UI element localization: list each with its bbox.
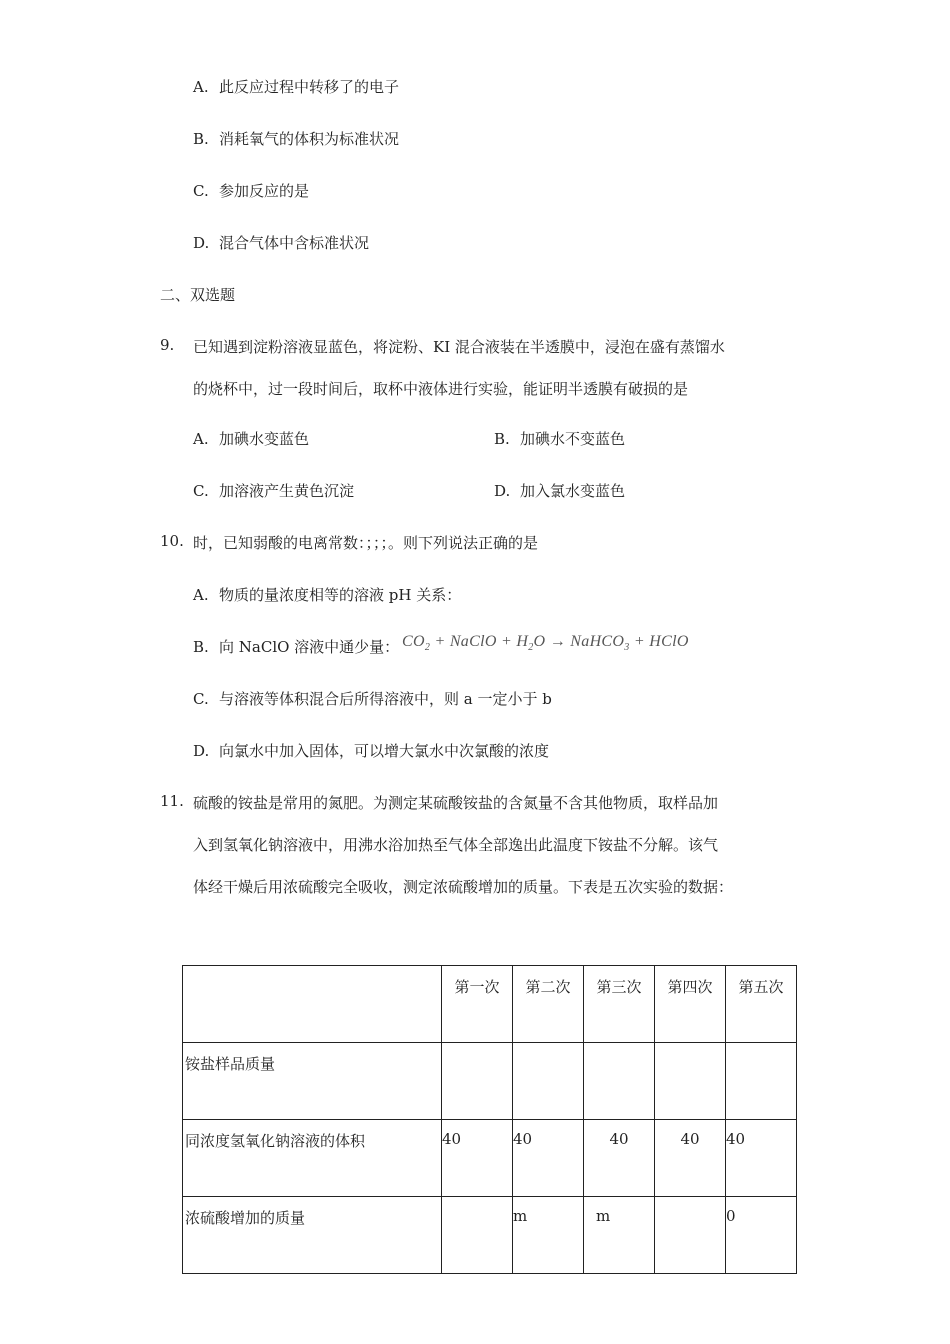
eq-part: + HClO — [629, 633, 689, 650]
option-text: 物质的量浓度相等的溶液 pH 关系： — [219, 586, 462, 604]
table-row — [183, 1120, 797, 1197]
table-cell — [726, 1043, 797, 1120]
option-text: 加溶液产生黄色沉淀 — [219, 482, 355, 500]
table-cell: 40 — [726, 1120, 797, 1197]
q8-option-b — [193, 128, 399, 149]
table-header-row — [183, 966, 797, 1043]
table-cell: 40 — [442, 1120, 513, 1197]
table-row — [183, 1197, 797, 1274]
option-text: 参加反应的是 — [219, 182, 310, 200]
table-row — [183, 1043, 797, 1120]
table-cell: 40 — [584, 1120, 655, 1197]
option-letter: C. — [193, 690, 209, 708]
table-row-label: 浓硫酸增加的质量 — [183, 1197, 442, 1274]
experiment-data-table — [182, 965, 797, 1274]
q8-option-c — [193, 180, 309, 201]
option-text: 加碘水变蓝色 — [219, 430, 310, 448]
table-cell: m — [584, 1197, 655, 1274]
q10-number: 10. — [160, 532, 184, 550]
option-letter: B. — [494, 430, 510, 448]
table-header-cell: 第五次 — [726, 966, 797, 1043]
eq-part: + NaClO + H — [430, 633, 529, 650]
q10-option-b — [193, 636, 399, 657]
option-letter: D. — [193, 742, 210, 760]
table-cell — [655, 1043, 726, 1120]
option-letter: B. — [193, 130, 209, 148]
table-cell: 40 — [655, 1120, 726, 1197]
option-text: 消耗氧气的体积为标准状况 — [219, 130, 400, 148]
option-letter: A. — [193, 78, 209, 96]
q9-stem-line2: 的烧杯中，过一段时间后，取杯中液体进行实验，能证明半透膜有破损的是 — [193, 380, 689, 398]
option-letter: C. — [193, 182, 209, 200]
q9-option-b — [494, 428, 625, 449]
table-cell — [442, 1197, 513, 1274]
q9-stem-line1: 已知遇到淀粉溶液显蓝色，将淀粉、KI 混合液装在半透膜中，浸泡在盛有蒸馏水 — [193, 338, 725, 356]
q11-stem-line3: 体经干燥后用浓硫酸完全吸收，测定浓硫酸增加的质量。下表是五次实验的数据： — [193, 878, 734, 896]
q10-option-a — [193, 584, 461, 605]
table-cell — [655, 1197, 726, 1274]
option-letter: A. — [193, 430, 209, 448]
table-row-label: 铵盐样品质量 — [183, 1043, 442, 1120]
option-letter: B. — [193, 638, 209, 656]
q8-option-a — [193, 76, 399, 97]
q9-option-c — [193, 480, 354, 501]
option-text: 混合气体中含标准状况 — [219, 234, 370, 252]
table-header-cell: 第二次 — [513, 966, 584, 1043]
table-header-cell: 第一次 — [442, 966, 513, 1043]
q11-number: 11. — [160, 792, 184, 810]
table-cell: m — [513, 1197, 584, 1274]
table-cell: 40 — [513, 1120, 584, 1197]
table-header-cell — [183, 966, 442, 1043]
table-cell — [442, 1043, 513, 1120]
eq-subscript: 3 — [624, 642, 630, 654]
q9-option-a — [193, 428, 309, 449]
option-text: 此反应过程中转移了的电子 — [219, 78, 400, 96]
option-text: 向氯水中加入固体，可以增大氯水中次氯酸的浓度 — [219, 742, 550, 760]
table-header-cell: 第三次 — [584, 966, 655, 1043]
q9-number: 9. — [160, 336, 175, 354]
option-text: 向 NaClO 溶液中通少量： — [219, 638, 400, 656]
section-title: 二、双选题 — [160, 286, 236, 304]
option-letter: A. — [193, 586, 209, 604]
eq-subscript: 2 — [424, 642, 431, 654]
table-cell — [584, 1043, 655, 1120]
q11-stem-line2: 入到氢氧化钠溶液中，用沸水浴加热至气体全部逸出此温度下铵盐不分解。该气 — [193, 836, 719, 854]
q10-stem: 时，已知弱酸的电离常数：；；；。则下列说法正确的是 — [193, 534, 539, 552]
table-row-label: 同浓度氢氧化钠溶液的体积 — [183, 1120, 442, 1197]
table-cell: 0 — [726, 1197, 797, 1274]
option-letter: D. — [193, 234, 210, 252]
table-header-cell: 第四次 — [655, 966, 726, 1043]
q11-stem-line1: 硫酸的铵盐是常用的氮肥。为测定某硫酸铵盐的含氮量不含其他物质，取样品加 — [193, 794, 719, 812]
option-letter: C. — [193, 482, 209, 500]
option-letter: D. — [494, 482, 511, 500]
eq-part: CO — [402, 633, 425, 650]
q9-option-d — [494, 480, 625, 501]
option-text: 与溶液等体积混合后所得溶液中，则 a 一定小于 b — [219, 690, 552, 708]
q8-option-d — [193, 232, 369, 253]
chemical-equation — [402, 633, 689, 653]
table-cell — [513, 1043, 584, 1120]
eq-part: O → NaHCO — [533, 633, 625, 650]
option-text: 加碘水不变蓝色 — [520, 430, 626, 448]
eq-subscript: 2 — [528, 642, 534, 654]
q10-option-c — [193, 688, 552, 709]
option-text: 加入氯水变蓝色 — [520, 482, 626, 500]
q10-option-d — [193, 740, 549, 761]
